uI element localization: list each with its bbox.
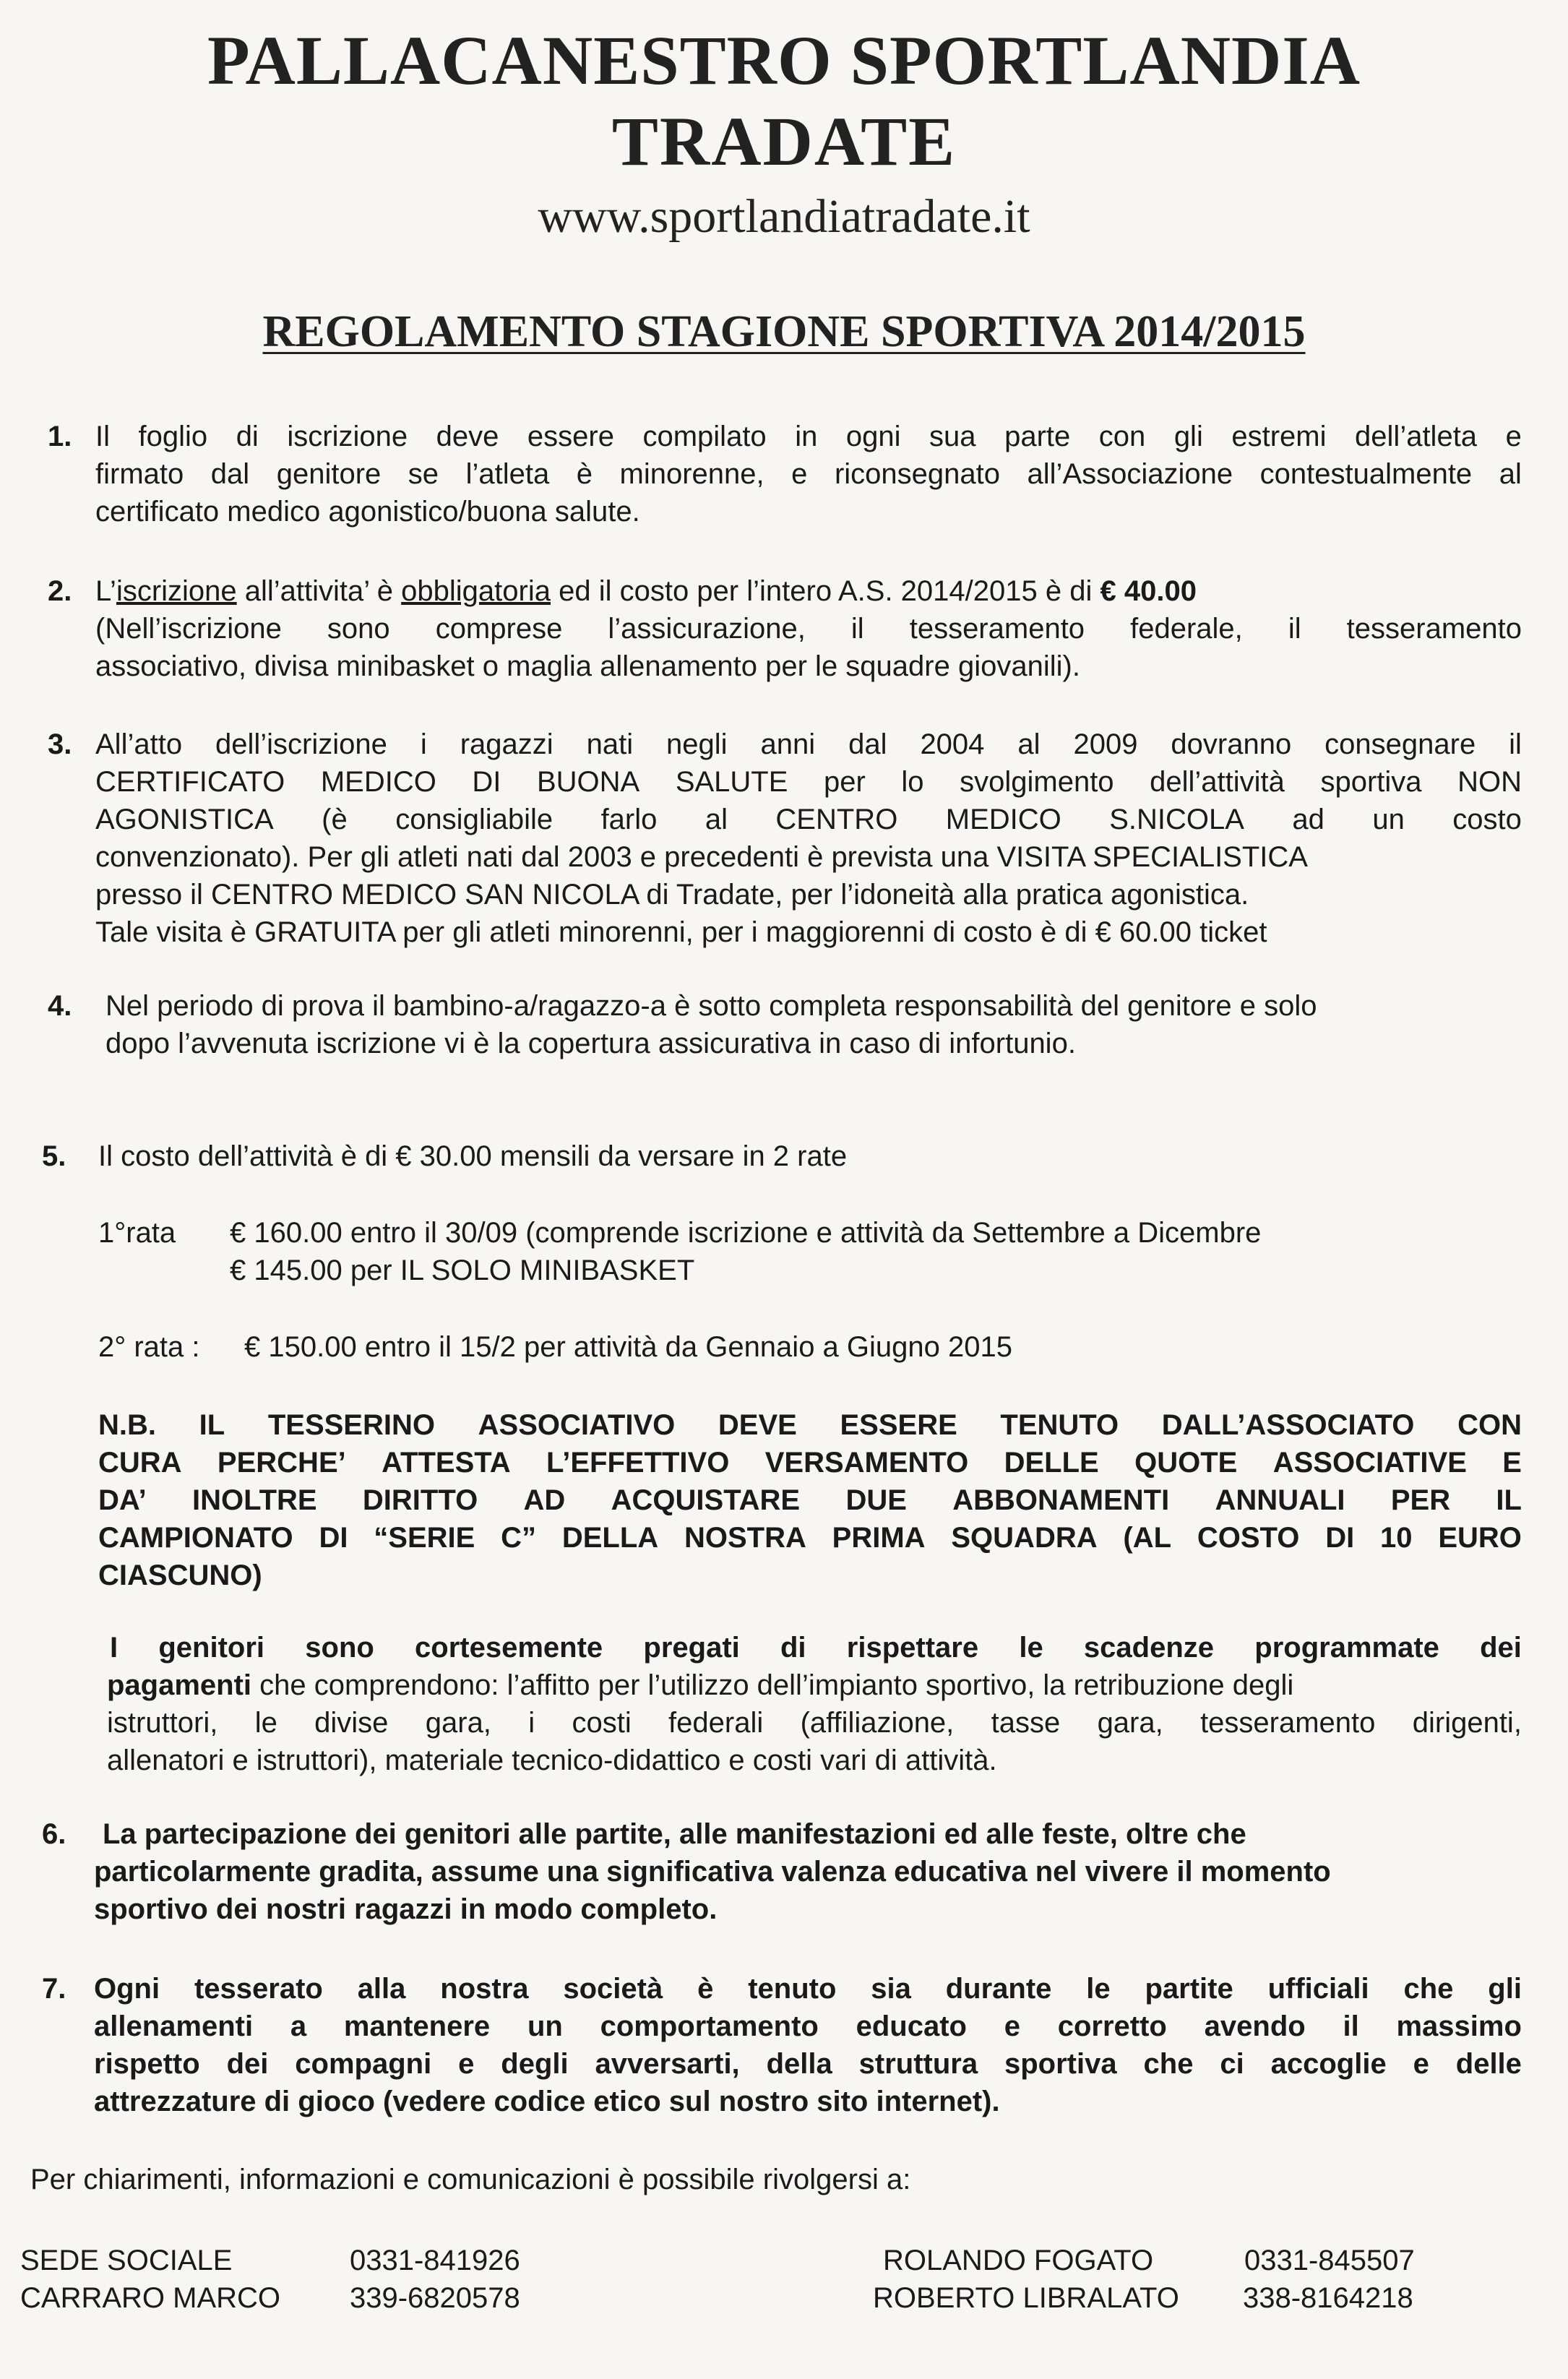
nb-line-5: CIASCUNO)	[98, 1560, 262, 1591]
word: rispetto	[94, 2048, 200, 2080]
word: gara,	[1097, 1707, 1163, 1739]
word: e	[1505, 421, 1522, 452]
word: al	[705, 804, 728, 835]
item-2-obbligatoria-underlined: obbligatoria	[401, 575, 551, 607]
word: essere	[527, 421, 614, 452]
word: E	[1502, 1447, 1522, 1479]
word: avversarti,	[595, 2048, 740, 2080]
item-6-line-2: particolarmente gradita, assume una significativa valenza educativa nel vivere il momento	[94, 1856, 1331, 1888]
word: All’atto	[95, 728, 183, 760]
word: CURA	[98, 1447, 182, 1479]
word: ASSOCIATIVE	[1272, 1447, 1467, 1479]
rata-2-label: 2° rata :	[98, 1331, 200, 1363]
item-3-line-5: presso il CENTRO MEDICO SAN NICOLA di Tradate, per l’idoneità alla pratica agonistica.	[95, 879, 1249, 911]
word: sia	[871, 1973, 911, 2005]
word: (AL	[1123, 1522, 1172, 1554]
word: sportiva	[1004, 2048, 1117, 2080]
item-7-number: 7.	[42, 1973, 66, 2005]
item-7-line-2	[94, 2008, 1522, 2045]
word: i	[528, 1707, 535, 1739]
word: ci	[1220, 2048, 1244, 2080]
word: MEDICO	[945, 804, 1061, 835]
word: struttura	[858, 2048, 978, 2080]
word: iscrizione	[287, 421, 408, 452]
word: istruttori,	[107, 1707, 218, 1739]
item-2-iscrizione-underlined: iscrizione	[116, 575, 237, 607]
item-3-number: 3.	[48, 728, 72, 760]
word: gli	[1173, 421, 1203, 452]
word: dirigenti,	[1412, 1707, 1522, 1739]
word: BUONA	[536, 766, 640, 798]
word: divise	[314, 1707, 389, 1739]
word: costi	[572, 1707, 632, 1739]
word: tenuto	[748, 1973, 837, 2005]
word: DA’	[98, 1484, 147, 1516]
word: sportiva	[1320, 766, 1422, 798]
word: DALL’ASSOCIATO	[1161, 1409, 1415, 1441]
item-3-line-2	[95, 763, 1522, 801]
word: PRIMA	[832, 1522, 926, 1554]
word: compilato	[642, 421, 767, 452]
word: DELLE	[1004, 1447, 1099, 1479]
word: ragazzi	[460, 728, 553, 760]
word: AGONISTICA	[95, 804, 274, 835]
word: ATTESTA	[382, 1447, 511, 1479]
word: partite	[1145, 1973, 1233, 2005]
word: federali	[668, 1707, 764, 1739]
item-3-line-1	[95, 726, 1522, 763]
rata-1-label: 1°rata	[98, 1217, 176, 1249]
word: contestualmente	[1259, 458, 1473, 490]
word: CERTIFICATO	[95, 766, 285, 798]
word: CENTRO	[775, 804, 898, 835]
item-3-line-3	[95, 801, 1522, 838]
word: Ogni	[94, 1973, 160, 2005]
word: genitore	[276, 458, 382, 490]
website-url: www.sportlandiatradate.it	[538, 190, 1030, 243]
word: gli	[1488, 1973, 1522, 2005]
title-line-2: TRADATE	[611, 103, 957, 180]
word: deve	[436, 421, 499, 452]
word: compagni	[295, 2048, 432, 2080]
word: EURO	[1438, 1522, 1522, 1554]
item-6-line-3: sportivo dei nostri ragazzi in modo completo.	[94, 1893, 718, 1925]
word: in	[795, 421, 818, 452]
word: dal	[210, 458, 250, 490]
item-7-line-1	[94, 1970, 1522, 2008]
word: tesseramento	[1346, 613, 1522, 645]
parents-line-3	[107, 1704, 1522, 1742]
word: TESSERINO	[267, 1409, 435, 1441]
contact-phone-carraro: 339-6820578	[350, 2282, 520, 2314]
word: DI	[472, 766, 501, 798]
word: N.B.	[98, 1409, 156, 1441]
word: delle	[1455, 2048, 1522, 2080]
word: (affiliazione,	[800, 1707, 955, 1739]
word: accoglie	[1270, 2048, 1387, 2080]
word: I	[110, 1632, 119, 1664]
item-1-line-2	[95, 455, 1522, 493]
word: è	[576, 458, 593, 490]
word: gara,	[425, 1707, 491, 1739]
word: COSTO	[1197, 1522, 1300, 1554]
rata-1-line-1: € 160.00 entro il 30/09 (comprende iscrizione e attività da Settembre a Dicembre	[230, 1217, 1262, 1249]
item-7-line-3	[94, 2045, 1522, 2083]
word: tasse	[991, 1707, 1061, 1739]
word: DELLA	[561, 1522, 659, 1554]
word: dei	[1480, 1632, 1522, 1664]
word: SALUTE	[675, 766, 788, 798]
item-6-line-1: La partecipazione dei genitori alle partite, alle manifestazioni ed alle feste, oltre che	[103, 1818, 1246, 1850]
word: ESSERE	[840, 1409, 957, 1441]
word: che	[1403, 1973, 1454, 2005]
word: minorenne,	[619, 458, 764, 490]
word: l’assicurazione,	[608, 613, 806, 645]
word: DIRITTO	[362, 1484, 478, 1516]
word: un	[1372, 804, 1405, 835]
item-2-number: 2.	[48, 575, 72, 607]
word: società	[563, 1973, 663, 2005]
contact-phone-fogato: 0331-845507	[1244, 2245, 1415, 2276]
item-4-line-2: dopo l’avvenuta iscrizione vi è la copertura assicurativa in caso di infortunio.	[105, 1028, 1076, 1059]
nb-line-3	[98, 1481, 1522, 1519]
word: massimo	[1396, 2010, 1522, 2042]
word: il	[850, 613, 864, 645]
word: svolgimento	[960, 766, 1114, 798]
word: MEDICO	[320, 766, 436, 798]
parents-line-2	[107, 1666, 1293, 1704]
word: di	[236, 421, 259, 452]
item-5-number: 5.	[42, 1140, 66, 1172]
contact-name-carraro: CARRARO MARCO	[20, 2282, 281, 2314]
word: dell’atleta	[1355, 421, 1478, 452]
word: rispettare	[846, 1632, 979, 1664]
word: genitori	[158, 1632, 265, 1664]
word: CAMPIONATO	[98, 1522, 293, 1554]
word: estremi	[1231, 421, 1327, 452]
item-2-price: € 40.00	[1100, 575, 1197, 607]
parents-line-4: allenatori e istruttori), materiale tecnico-didattico e costi vari di attività.	[107, 1745, 997, 1776]
word: sono	[305, 1632, 374, 1664]
word: corretto	[1057, 2010, 1167, 2042]
word: ANNUALI	[1215, 1484, 1345, 1516]
word: un	[527, 2010, 563, 2042]
nb-line-4	[98, 1519, 1522, 1557]
parents-pagamenti: pagamenti	[107, 1669, 252, 1701]
word: il	[1509, 728, 1522, 760]
word: L’EFFETTIVO	[546, 1447, 730, 1479]
title-line-1: PALLACANESTRO SPORTLANDIA	[207, 22, 1361, 99]
word: riconsegnato	[834, 458, 1000, 490]
word: cortesemente	[415, 1632, 603, 1664]
word: SQUADRA	[951, 1522, 1098, 1554]
item-2-line-3: associativo, divisa minibasket o maglia allenamento per le squadre giovanili).	[95, 650, 1080, 682]
word: CON	[1457, 1409, 1522, 1441]
word: dovranno	[1171, 728, 1292, 760]
contact-intro: Per chiarimenti, informazioni e comunicazioni è possibile rivolgersi a:	[30, 2164, 911, 2195]
word: farlo	[600, 804, 658, 835]
word: DI	[1325, 1522, 1355, 1554]
word: ad	[1292, 804, 1324, 835]
word: ogni	[845, 421, 901, 452]
word: i	[420, 728, 427, 760]
word: l’atleta	[465, 458, 550, 490]
word: lo	[901, 766, 924, 798]
word: (Nell’iscrizione	[95, 613, 282, 645]
item-3-line-6: Tale visita è GRATUITA per gli atleti minorenni, per i maggiorenni di costo è di € 60.00 ticket	[95, 916, 1267, 948]
word: TENUTO	[1000, 1409, 1119, 1441]
contact-name-libralato: ROBERTO LIBRALATO	[873, 2282, 1179, 2314]
nb-line-2	[98, 1444, 1522, 1481]
word: le	[1019, 1632, 1043, 1664]
word: INOLTRE	[192, 1484, 317, 1516]
word: ACQUISTARE	[611, 1484, 801, 1516]
item-4-line-1: Nel periodo di prova il bambino-a/ragazzo-a è sotto completa responsabilità del genitore e solo	[105, 990, 1317, 1022]
word: PERCHE’	[217, 1447, 346, 1479]
rata-1-line-2: € 145.00 per IL SOLO MINIBASKET	[230, 1255, 695, 1286]
word: dell’iscrizione	[215, 728, 387, 760]
word: federale,	[1130, 613, 1243, 645]
word: IL	[199, 1409, 225, 1441]
word: educato	[856, 2010, 967, 2042]
regulation-title: REGOLAMENTO STAGIONE SPORTIVA 2014/2015	[262, 307, 1306, 356]
parents-line-1	[110, 1629, 1522, 1666]
word: VERSAMENTO	[764, 1447, 969, 1479]
word: alla	[357, 1973, 406, 2005]
word: NOSTRA	[684, 1522, 806, 1554]
word: della	[766, 2048, 832, 2080]
word: Il	[95, 421, 110, 452]
word: se	[408, 458, 439, 490]
word: AD	[523, 1484, 566, 1516]
word: sono	[327, 613, 390, 645]
word: “SERIE	[374, 1522, 475, 1554]
word: dell’attività	[1150, 766, 1285, 798]
word: con	[1098, 421, 1146, 452]
word: consigliabile	[395, 804, 553, 835]
word: DI	[319, 1522, 348, 1554]
word: degli	[501, 2048, 569, 2080]
word: foglio	[138, 421, 208, 452]
word: 2004	[920, 728, 985, 760]
item-3-line-4: convenzionato). Per gli atleti nati dal 2003 e precedenti è prevista una VISITA SPECIALISTICA	[95, 841, 1308, 873]
word: per	[824, 766, 866, 798]
word: ufficiali	[1267, 1973, 1369, 2005]
item-7-line-4: attrezzature di gioco (vedere codice etico sul nostro sito internet).	[94, 2086, 1000, 2117]
word: ASSOCIATIVO	[478, 1409, 676, 1441]
word: dei	[226, 2048, 269, 2080]
word: programmate	[1254, 1632, 1439, 1664]
contact-name-fogato: ROLANDO FOGATO	[883, 2245, 1154, 2276]
word: QUOTE	[1134, 1447, 1238, 1479]
word: al	[1499, 458, 1522, 490]
word: PER	[1390, 1484, 1451, 1516]
word: consegnare	[1324, 728, 1476, 760]
word: firmato	[95, 458, 184, 490]
word: anni	[760, 728, 816, 760]
item-1-line-1	[95, 418, 1522, 455]
word: negli	[666, 728, 728, 760]
word: durante	[945, 1973, 1052, 2005]
word: comprese	[435, 613, 563, 645]
word: e	[1004, 2010, 1020, 2042]
item-2-text-c: all’attivita’ è	[236, 575, 402, 607]
word: costo	[1452, 804, 1522, 835]
word: sua	[929, 421, 976, 452]
word: di	[780, 1632, 806, 1664]
word: 2009	[1073, 728, 1138, 760]
item-2-text-e: ed il costo per l’intero A.S. 2014/2015 è di	[550, 575, 1100, 607]
word: e	[791, 458, 808, 490]
word: IL	[1496, 1484, 1522, 1516]
word: ABBONAMENTI	[952, 1484, 1170, 1516]
word: il	[1288, 613, 1301, 645]
contact-phone-sede: 0331-841926	[350, 2245, 520, 2276]
word: avendo	[1204, 2010, 1306, 2042]
contact-phone-libralato: 338-8164218	[1243, 2282, 1413, 2314]
word: le	[1086, 1973, 1111, 2005]
word: e	[1413, 2048, 1429, 2080]
word: tesseramento	[1200, 1707, 1376, 1739]
item-6-number: 6.	[42, 1818, 66, 1850]
word: le	[254, 1707, 277, 1739]
item-1-number: 1.	[48, 421, 72, 452]
word: è	[697, 1973, 714, 2005]
item-2-line-1	[95, 572, 1197, 610]
word: 10	[1380, 1522, 1413, 1554]
rata-2-line: € 150.00 entro il 15/2 per attività da Gennaio a Giugno 2015	[244, 1331, 1012, 1363]
word: pregati	[643, 1632, 740, 1664]
word: a	[290, 2010, 307, 2042]
item-4-number: 4.	[48, 990, 72, 1022]
word: tesserato	[194, 1973, 323, 2005]
item-2-text-a: L’	[95, 575, 116, 607]
word: e	[458, 2048, 475, 2080]
word: il	[1343, 2010, 1359, 2042]
contact-name-sede: SEDE SOCIALE	[20, 2245, 233, 2276]
word: C”	[501, 1522, 537, 1554]
word: S.NICOLA	[1109, 804, 1244, 835]
word: scadenze	[1083, 1632, 1215, 1664]
word: che	[1143, 2048, 1194, 2080]
word: allenamenti	[94, 2010, 254, 2042]
word: all’Associazione	[1027, 458, 1233, 490]
word: DUE	[845, 1484, 907, 1516]
parents-line-2-rest: che comprendono: l’affitto per l’utilizzo dell’impianto sportivo, la retribuzione degli	[251, 1669, 1294, 1701]
word: mantenere	[343, 2010, 491, 2042]
word: tesseramento	[909, 613, 1085, 645]
item-2-line-2	[95, 610, 1522, 648]
word: NON	[1457, 766, 1522, 798]
word: DEVE	[718, 1409, 797, 1441]
word: (è	[322, 804, 348, 835]
item-5-line-1: Il costo dell’attività è di € 30.00 mensili da versare in 2 rate	[98, 1140, 848, 1172]
word: al	[1017, 728, 1041, 760]
word: comportamento	[600, 2010, 819, 2042]
word: dal	[848, 728, 887, 760]
word: nati	[586, 728, 634, 760]
word: nostra	[440, 1973, 529, 2005]
nb-line-1	[98, 1406, 1522, 1444]
item-1-line-3: certificato medico agonistico/buona salute.	[95, 496, 640, 528]
word: parte	[1004, 421, 1071, 452]
